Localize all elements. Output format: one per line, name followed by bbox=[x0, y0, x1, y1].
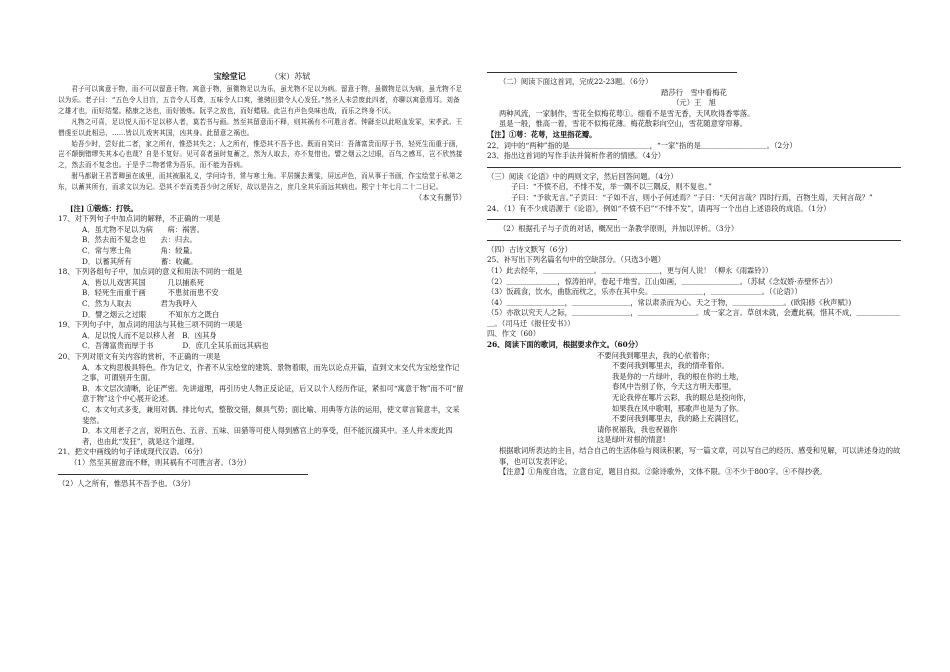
poem-footnote: 【注】①萼：花萼，这里指花瓣。 bbox=[487, 129, 597, 139]
question-21-part-1: （1）然至其留意而不释，则其祸有不可胜言者。（3分） bbox=[70, 457, 251, 467]
option: D．本文用老子之言，说明五色、五音、五味、田猎等可使人得到感官上的享受，但不能沉溺其中。圣人并未废此四者，也由此“发狂”，就是这个道理。 bbox=[82, 426, 453, 446]
question-26-stem: 26、阅读下面的歌词，根据要求作文。（60分） bbox=[487, 340, 643, 350]
answer-line bbox=[487, 167, 901, 168]
lunyu-quote: 子曰：“不愤不启，不悱不发，举一隅不以三隅反，则不复也。” bbox=[511, 182, 712, 192]
lyric-line: 我是你的一片绿叶，我的根在你的土地， bbox=[612, 371, 744, 381]
option: C．吾薄富贵而厚于书 D．庶几全其乐而远其病也 bbox=[82, 341, 269, 351]
lyric-line: 无论我停在哪片云彩，我的眼总是投向你， bbox=[612, 393, 751, 403]
lyric-line: 不要问我到哪里去，我的路上充满回忆， bbox=[612, 414, 744, 424]
writing-section-title: 四、作文（60） bbox=[487, 329, 541, 339]
question-19-stem: 19、下列句子中，加点词的用法与其他三项不同的一项是 bbox=[58, 320, 243, 330]
lyric-line: 请你祝福我，我也祝福你 bbox=[597, 424, 678, 434]
poem-title: 踏莎行 雪中看梅花 bbox=[661, 87, 727, 97]
fill-blank-item: （5）亦欲以究天人之际，＿＿＿＿＿＿＿＿，＿＿＿＿＿＿＿＿。成一家之言。草创未就，会遭此祸，惜其不成，＿＿＿＿＿＿＿。（司马迁《报任安书》） bbox=[487, 308, 901, 328]
lyric-line: 不要问我到哪里去，我的情牵着你。 bbox=[612, 361, 729, 371]
option: B．然去而不复念也 去：归去。 bbox=[82, 235, 197, 245]
question-17-stem: 17、对下列句子中加点词的解释，不正确的一项是 bbox=[58, 214, 221, 224]
option: D．譬之烟云之过眼 不知东方之既白 bbox=[82, 309, 220, 319]
source-note: （本文有删节） bbox=[414, 193, 466, 203]
footnote: [注] ①锻炼：打铁。 bbox=[70, 203, 138, 213]
question-26-notes: 【注意】①角度自选，立意自定，题目自拟。②除诗歌外，文体不限。③不少于800字。④不得抄袭。 bbox=[499, 467, 827, 477]
left-column bbox=[58, 70, 466, 489]
section-4-stem: （四）古诗文默写（6分） bbox=[487, 244, 572, 254]
option: A．虽尤物不足以为病 病：祸害。 bbox=[82, 224, 205, 234]
essay-title-row bbox=[58, 70, 466, 83]
option: C．常与寒士角 角：较量。 bbox=[82, 246, 198, 256]
lyric-line: 春风中告别了你，今天这方明天那里， bbox=[612, 382, 737, 392]
essay-title: 宝绘堂记 bbox=[213, 71, 246, 81]
fill-blank-item: （3）饭疏食，饮水，曲肱而枕之，乐亦在其中矣。＿＿＿＿＿＿＿，＿＿＿＿＿＿＿。（《论语》） bbox=[487, 287, 802, 297]
question-21-stem: 21、把文中画线的句子译成现代汉语。（6分） bbox=[58, 447, 207, 457]
option: B．轻死生而重于画 不患贫而患不安 bbox=[82, 288, 219, 298]
question-21-part-2: （2）人之所有，惟恐其不吾予也。（3分） bbox=[58, 478, 195, 488]
poem-line: 虽是一般，惟高一着，雪花不似梅花薄。梅花散彩向空山，雪花随意穿帘幕。 bbox=[499, 119, 748, 129]
fill-blank-item: （4）＿＿＿＿＿＿＿＿，＿＿＿＿＿＿＿＿，常以肃杀而为心。天之于物，＿＿＿＿＿＿＿。(欧阳修《秋声赋》) bbox=[487, 297, 852, 307]
essay-paragraph: 君子可以寓意于物，而不可以留意于物。寓意于物，虽微物足以为乐，虽尤物不足以为病。留意于物，虽微物足以为病，虽尤物不足以为乐。老子曰：“五色令人目盲，五音令人耳聋，五味令人口爽，驰骋田猎令人心发狂。”然圣人未尝废此四者，亦聊以寓意焉耳。刘备之雄才也，而好结髦。嵇康之达也，而好锻炼。阮孚之放也，而好蜡屐。此岂有声色臭味也哉，而乐之终身不厌。 bbox=[58, 85, 463, 115]
question-24-part-1: 24、（1）有不少成语源于《论语》，例如“不愤不启”“不悱不发”，请再写一个出自上述语段的成语。（1分） bbox=[487, 203, 831, 213]
question-20-stem: 20、下列对原文有关内容的赏析，不正确的一项是 bbox=[58, 351, 221, 361]
option: A．本文构思极具特色。作为记文，作者不从宝绘堂的建筑、景物着眼，而先以论点开篇，直到文末交代为宝绘堂作记之事，可谓别开生面。 bbox=[82, 362, 460, 383]
right-column bbox=[487, 72, 901, 478]
answer-line bbox=[487, 240, 901, 241]
option: A．足以悦人而不足以移人者 B．凶其身 bbox=[82, 330, 217, 340]
answer-line bbox=[487, 219, 617, 220]
section-2-stem: （二）阅读下面这首词，完成22-23题。（6分） bbox=[499, 77, 653, 86]
question-23: 23、指出这首词的写作手法并简析作者的情感。（4分） bbox=[487, 151, 666, 161]
lunyu-quote: 子曰：“予欲无言。”子贡曰：“子如不言，则小子何述焉？”子曰：“天何言哉？四时行焉，百物生焉，天何言哉？” bbox=[511, 192, 873, 202]
option: A．皆以儿戏害其国 几以捕系死 bbox=[82, 277, 205, 287]
fill-blank-item: （1）此去经年，＿＿＿＿＿＿＿。＿＿＿＿＿＿＿＿，更与何人说！（柳永《雨霖铃》） bbox=[487, 265, 773, 275]
option: D．以蓄其所有 蓄：收藏。 bbox=[82, 256, 198, 266]
question-26-requirement: 根据歌词所表达的主旨，结合自己的生活体验与阅读积累，写一篇文章，可以写自己的经历、感受和见解，可以讲述身边的故事，也可以发表评论。 bbox=[499, 446, 901, 466]
answer-line bbox=[487, 72, 737, 73]
essay-author: （宋）苏轼 bbox=[270, 72, 311, 81]
fill-blank-item: （2）＿＿＿＿＿＿＿，惊涛拍岸，卷起千堆雪。江山如画，＿＿＿＿＿＿＿＿。（苏轼《念奴娇·赤壁怀古》） bbox=[487, 276, 837, 286]
lyric-line: 这是绿叶对根的情意! bbox=[597, 435, 666, 445]
answer-line bbox=[58, 474, 308, 475]
option: B．本文层次清晰，论证严密。先讲道理，再引历史人物正反论证，后又以个人经历作证，紧扣可“寓意于物”而不可“留意于物”这个中心展开论述。 bbox=[82, 383, 464, 404]
option: C．然为人取去 君为我呼入 bbox=[82, 299, 198, 308]
question-18-stem: 18、下列各组句子中，加点词的意义和用法不同的一组是 bbox=[58, 267, 243, 277]
essay-paragraph: 凡物之可喜，足以悦人而不足以移人者，莫若书与画。然至其留意而不释，则其祸有不可胜言者。钟繇至以此呕血发冢，宋孝武、王僧虔至以此相忌，……皆以儿戏害其国，凶其身。此留意之祸也。 bbox=[58, 117, 463, 137]
lyric-line: 如果我在风中歌唱，那歌声也是为了你。 bbox=[612, 403, 744, 413]
question-22: 22、词中的“两种”指的是＿＿＿＿＿＿＿＿＿＿＿，“一家”指的是＿＿＿＿＿＿＿＿＿。（2分） bbox=[487, 140, 797, 150]
question-25-stem: 25、补写出下列名篇名句中的空缺部分。（只选3小题） bbox=[487, 255, 666, 265]
essay-paragraph: 始吾少时，尝好此二者，家之所有，惟恐其失之；人之所有，惟恐其不吾予也。既而自笑曰：吾薄富贵而厚于书，轻死生而重于画，岂不颠倒错缪失其本心也哉？自是不复好。见可喜者虽时复蓄之，然为人取去，亦不复惜也。譬之烟云之过眼，百鸟之感耳，岂不欣然接之，然去而不复念也。于是乎二物者常为吾乐，而不能为吾病。 bbox=[58, 139, 463, 170]
section-3-stem: （三）阅读《论语》中的两则文字，然后回答问题。（4分） bbox=[487, 171, 678, 181]
lyric-line: 不要问我到哪里去，我的心依着你； bbox=[597, 350, 714, 360]
question-24-part-2: （2）根据孔子与子贡的对话，概况出一条教学原则，并加以评析。（3分） bbox=[499, 224, 739, 234]
poem-line: 两种风流，一家制作，雪花全似梅花萼①。细看不是雪无香，天风吹得香零落。 bbox=[499, 108, 755, 118]
option: C．本文句式多变，兼用对偶、排比句式，整散交错，颇具气势；面比喻、用典等方法的运用，使文章言简意丰，文采斐然。 bbox=[82, 404, 460, 425]
poem-author: （元）王 旭 bbox=[672, 98, 716, 108]
essay-paragraph: 驸马都尉王君晋卿虽在戚里，而其被服礼义，学问诗书，常与寒士角。平居攘去膏粱，屏远声色，而从事于书画，作宝绘堂于私第之东，以蓄其所有，而求文以为记。恐其不幸而类吾少时之所好，故以是告之，庶几全其乐而远其病也。熙宁十年七月二十二日记。 bbox=[58, 172, 463, 192]
